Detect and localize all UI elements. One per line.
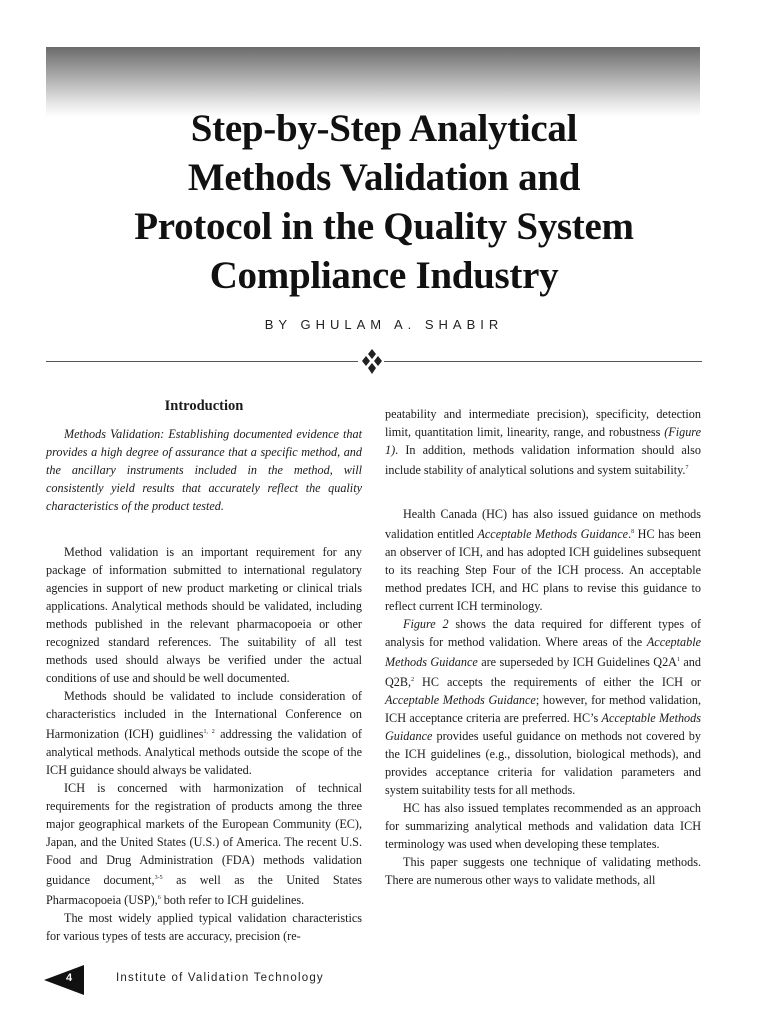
body-paragraph: This paper suggests one technique of validating methods. There are numerous other ways to validate methods, all — [385, 855, 701, 888]
diamond-ornament-icon — [360, 348, 384, 376]
title-line: Compliance Industry — [209, 254, 559, 297]
publisher-footer: Institute of Validation Technology — [116, 972, 324, 984]
title-line: Protocol in the Quality System — [134, 205, 634, 248]
body-paragraph: Figure 2 shows the data required for different types of analysis for method validation. Where areas of the Acceptable Methods Guidance are superseded by ICH Guidelines $Q2A^1$ and Q2B,$^2$ HC accepts the requirements of either the ICH or Acceptable Methods Guidance; however, for method validation, ICH acceptance criteria are preferred. HC’s Acceptable Methods Guidance provides useful guidance on methods not covered by the ICH guidelines (e.g., dissolution, biological methods), and provides acceptance criteria for validation parameters and system suitability tests for all methods. — [385, 617, 702, 798]
section-heading: Introduction — [164, 398, 244, 414]
body-paragraph: Health Canada (HC) has also issued guidance on methods validation entitled Acceptable Methods Guidance.$^8$ HC has been an observer of ICH, and has adopted ICH guidelines subsequent to its reaching Step Four of the ICH process. An acceptable method predates ICH, and HC plans to revise this guidance to reflect current ICH terminology. — [385, 507, 701, 614]
body-paragraph: Method validation is an important requirement for any package of information submitted to international regulatory agencies in support of new product marketing or clinical trials applications. Analytical methods should be validated, including methods published in the relevant pharmacopoeia or other recognized standard references. The suitability of all test methods used should always be verified under the actual conditions of use and should be well documented. — [46, 545, 362, 685]
author-byline: BY GHULAM A. SHABIR — [264, 317, 504, 332]
title-line: Methods Validation and — [187, 156, 581, 199]
body-paragraph: peatability and intermediate precision), specificity, detection limit, quantitation limit, linearity, range, and robustness (Figure 1). In addition, methods validation information should also include stability of analytical solutions and system suitability.$^7$ — [385, 407, 701, 478]
divider-line — [384, 361, 702, 362]
body-paragraph: ICH is concerned with harmonization of technical requirements for the registration of products among the three major geographical markets of the European Community (EC), Japan, and the United States (U.S.) of America. The recent U.S. Food and Drug Administration (FDA) methods validation guidance document,$^{3-5}$ as well as the United States Pharmacopoeia (USP),$^6$ both refer to ICH guidelines. — [46, 781, 362, 908]
page-number: 4 — [65, 972, 73, 984]
abstract-paragraph: Methods Validation: Establishing documented evidence that provides a high degree of assurance that a specific method, and the ancillary instruments included in the method, will consistently yield results that accurately reflect the quality characteristics of the product tested. — [46, 427, 362, 513]
body-paragraph: The most widely applied typical validation characteristics for various types of tests are accuracy, precision (re- — [46, 911, 362, 944]
left-column — [46, 396, 362, 945]
right-column — [385, 405, 701, 889]
article-title — [40, 104, 728, 300]
title-line: Step-by-Step Analytical — [190, 107, 578, 150]
figure-reference: Figure 2 — [403, 617, 449, 632]
body-paragraph: Methods should be validated to include consideration of characteristics included in the International Conference on Harmonization (ICH) guidlines$^{1, 2}$ addressing the validation of analytical methods. Analytical methods outside the scope of the ICH guidance should always be validated. — [46, 689, 362, 778]
body-paragraph: HC has also issued templates recommended as an approach for summarizing analytical methods and validation data ICH terminology was used when developing these templates. — [385, 801, 701, 852]
divider-line — [46, 361, 358, 362]
figure-reference: (Figure 1) — [385, 425, 701, 457]
